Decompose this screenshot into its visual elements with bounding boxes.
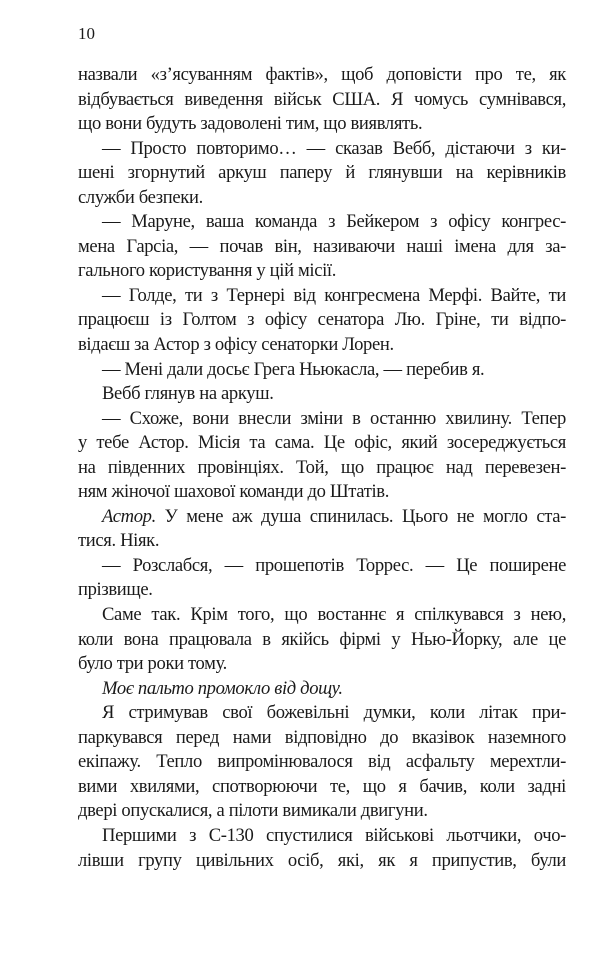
text-line: коли вона працювала в якійсь фірмі у Нью-Йорку, але це [78,628,566,650]
page-number: 10 [78,24,95,43]
line-text: У мене аж душа спинилась. Цього не могло ста- [155,505,566,527]
text-line: Вебб глянув на аркуш. [102,383,274,405]
text-line: — Розслабся, — прошепотів Торрес. — Це поширене [102,554,566,576]
text-line: двері опускалися, а пілоти вимикали двигуни. [78,800,428,822]
text-line [78,505,566,530]
text-line: — Схоже, вони внесли зміни в останню хвилину. Тепер [102,407,566,429]
text-line: — Мені дали досьє Грега Ньюкасла, — перебив я. [102,358,485,380]
text-line: у тебе Астор. Місія та сама. Це офіс, який зосереджується [78,432,566,454]
italic-text: Моє пальто промокло від дощу. [102,677,343,699]
text-line: служби безпеки. [78,186,203,208]
text-line: працюєш із Голтом з офісу сенатора Лю. Гріне, ти відпо- [78,309,566,331]
text-line: — Голде, ти з Тернері від конгресмена Мерфі. Вайте, ти [102,284,566,306]
text-line: паркувався перед нами відповідно до вказівок наземного [78,726,566,748]
text-line: екіпажу. Тепло випромінювалося від асфальту мерехтли- [78,751,566,773]
text-line: назвали «з’ясуванням фактів», щоб доповісти про те, як [78,64,566,85]
text-line: — Маруне, ваша команда з Бейкером з офісу конгрес- [102,211,566,233]
text-line: Саме так. Крім того, що востаннє я спілкувався з нею, [102,604,566,626]
text-line [78,677,566,702]
body-text [78,63,566,873]
text-line: Першими з С-130 спустилися військові льотчики, очо- [102,824,566,846]
text-line: вими хвилями, спотворюючи те, що я бачив, коли задні [78,775,566,797]
text-line: ням жіночої шахової команди до Штатів. [78,481,390,503]
text-line: було три роки тому. [78,653,227,675]
text-line: прізвище. [78,579,153,601]
text-line: шені згорнутий аркуш паперу й глянувши на керівників [78,162,566,184]
text-line: мена Гарсіа, — почав він, називаючи наші імена для за- [78,235,566,257]
text-line: відбувається виведення військ США. Я чомусь сумнівався, [78,88,566,110]
text-line: що вони будуть задоволені тим, що виявлять. [78,113,423,135]
text-line: тися. Ніяк. [78,530,160,552]
text-line: гального користування у цій місії. [78,260,337,282]
italic-text: Астор. [102,505,156,527]
text-line: лівши групу цивільних осіб, які, як я припустив, були [78,849,566,871]
text-line: на південних провінціях. Той, що працює над перевезен- [78,456,566,478]
text-line: — Просто повторимо… — сказав Вебб, дістаючи з ки- [102,137,566,159]
text-line: відаєш за Астор з офісу сенаторки Лорен. [78,334,394,356]
text-line: Я стримував свої божевільні думки, коли літак при- [102,702,566,724]
